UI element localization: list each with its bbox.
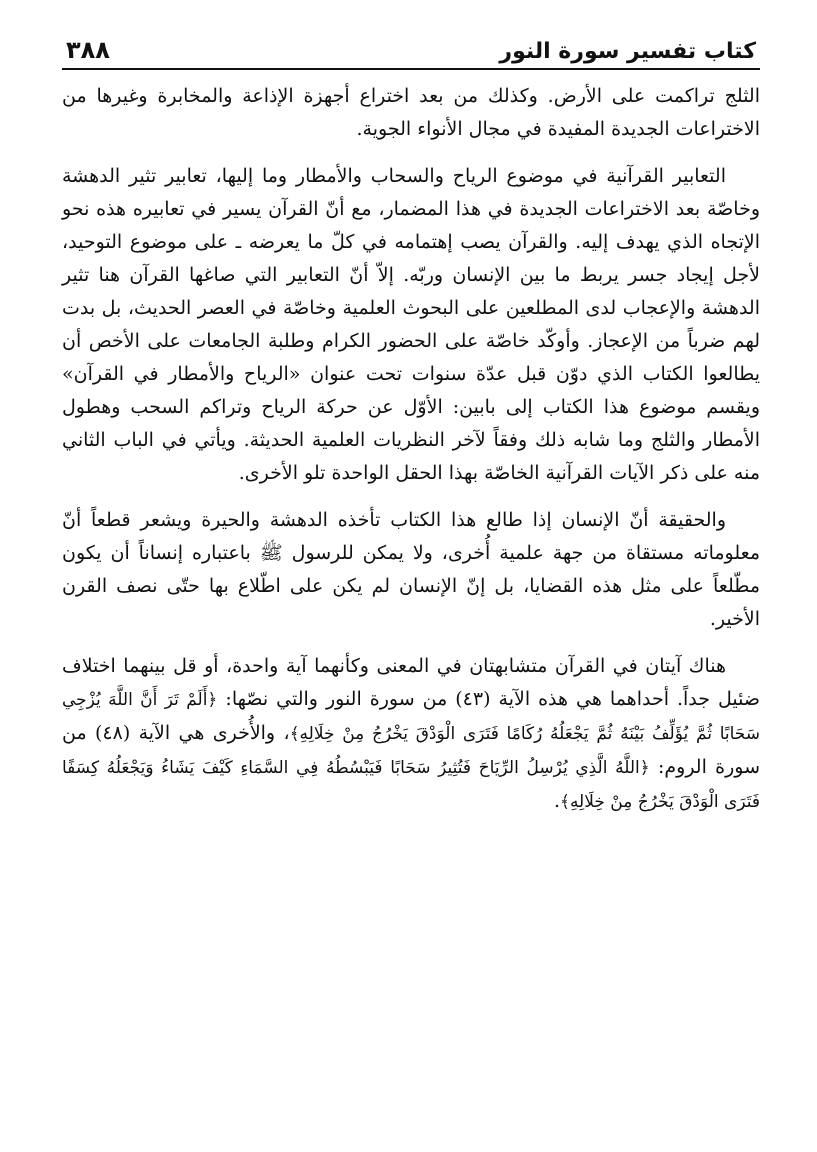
verses-middle-text: ، والأُخرى هي الآية (٤٨) من سورة الروم:: [62, 722, 761, 778]
quran-verse-an-nur: ﴿أَلَمْ تَرَ أَنَّ اللَّهَ يُزْجِي سَحَابًا ثُمَّ يُؤَلِّفُ بَيْنَهُ ثُمَّ يَجْعَلُهُ رُكَامًا فَتَرَى الْوَدْقَ يَخْرُجُ مِنْ خِلَالِهِ﴾: [62, 690, 760, 744]
body-text: [62, 80, 760, 819]
quran-verse-ar-rum: ﴿اللَّهُ الَّذِي يُرْسِلُ الرِّيَاحَ فَتُثِيرُ سَحَابًا فَيَبْسُطُهُ فِي السَّمَاءِ كَيْفَ يَشَاءُ وَيَجْعَلُهُ كِسَفًا فَتَرَى الْوَدْقَ يَخْرُجُ مِنْ خِلَالِهِ﴾: [62, 758, 760, 812]
paragraph-two-verses: [62, 650, 760, 819]
verses-end-text: .: [553, 790, 560, 812]
paragraph-reality: والحقيقة أنّ الإنسان إذا طالع هذا الكتاب تأخذه الدهشة والحيرة ويشعر قطعاً أنّ معلوماته مستقاة من جهة علمية أُخرى، ولا يمكن للرسول ﷺ باعتباره إنساناً أن يكون مطّلعاً على مثل هذه القضايا، بل إنّ الإنسان لم يكن على اطّلاع بها حتّى نصف القرن الأخير.: [62, 509, 760, 630]
paragraph-continuation: الثلج تراكمت على الأرض. وكذلك من بعد اختراع أجهزة الإذاعة والمخابرة وغيرها من الاختراعات الجديدة المفيدة في مجال الأنواء الجوية.: [62, 85, 760, 140]
paragraph-quranic-expressions: التعابير القرآنية في موضوع الرياح والسحاب والأمطار وما إليها، تعابير تثير الدهشة وخاصّة بعد الاختراعات الجديدة في هذا المضمار، مع أنّ القرآن يسير في تعابيره هذه نحو الإتجاه الذي يهدف إليه. والقرآن يصب إهتمامه في كلّ ما يعرضه ـ على موضوع التوحيد، لأجل إيجاد جسر يربط ما بين الإنسان وربّه. إلاّ أنّ التعابير التي صاغها القرآن هنا تثير الدهشة والإعجاب لدى المطلعين على البحوث العلمية وخاصّة في العصر الحديث، بل بدت لهم ضرباً من الإعجاز. وأوكّد خاصّة على الحضور الكرام وطلبة الجامعات على الأخص أن يطالعوا الكتاب الذي دوّن قبل عدّة سنوات تحت عنوان «الرياح والأمطار في القرآن» ويقسم موضوع هذا الكتاب إلى بابين: الأوّل عن حركة الرياح وتراكم السحب وهطول الأمطار والثلج وما شابه ذلك وفقاً لآخر النظريات العلمية الحديثة. ويأتي في الباب الثاني منه على ذكر الآيات القرآنية الخاصّة بهذا الحقل الواحدة تلو الأخرى.: [62, 165, 760, 484]
header-title: كتاب تفسير سورة النور: [499, 39, 756, 64]
book-page: [62, 20, 760, 1140]
running-header: [62, 20, 760, 70]
page-number: ٣٨٨: [66, 36, 110, 64]
verses-intro-text: هناك آيتان في القرآن متشابهتان في المعنى وكأنهما آية واحدة، أو قل بينهما اختلاف ضئيل جداً. أحداهما هي هذه الآية (٤٣) من سورة النور والتي نصّها:: [62, 655, 761, 710]
